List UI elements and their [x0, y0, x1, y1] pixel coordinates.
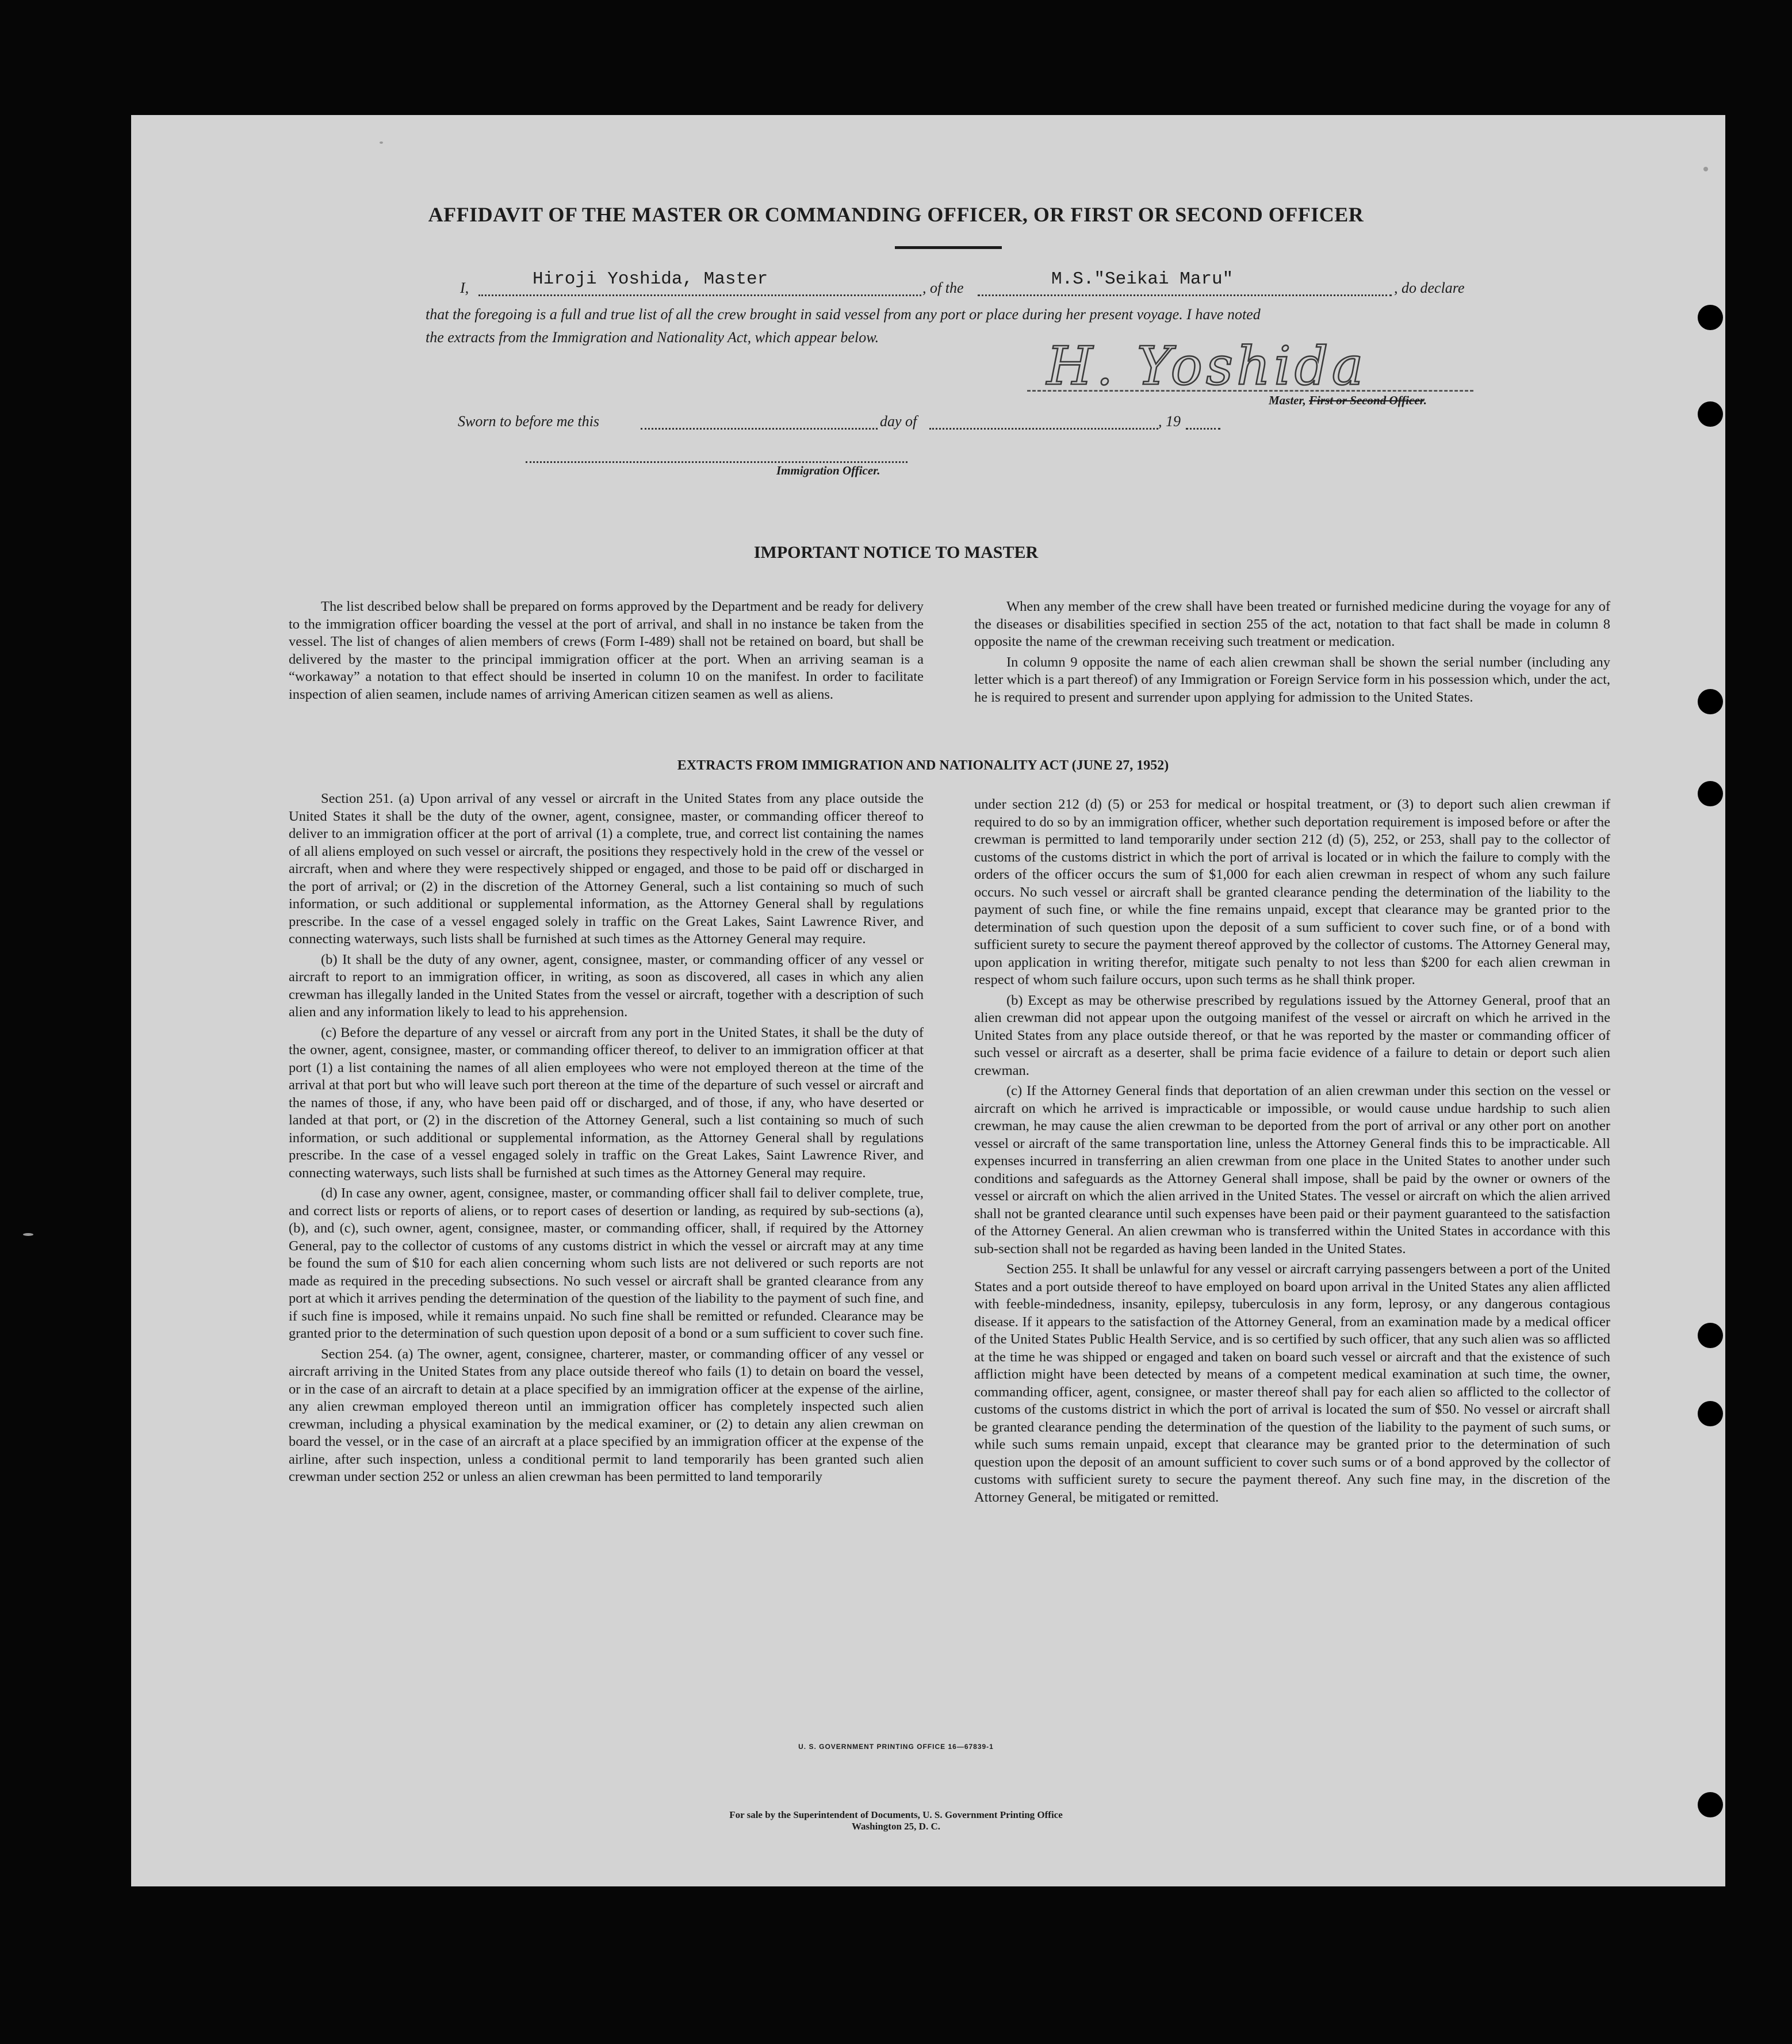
officer-label: Immigration Officer.: [776, 464, 880, 477]
printing-office-imprint: U. S. GOVERNMENT PRINTING OFFICE 16—67839-1: [798, 1743, 994, 1751]
label-do-declare: , do declare: [1394, 280, 1465, 296]
year-label: , 19: [1158, 413, 1181, 430]
affidavit-title: AFFIDAVIT OF THE MASTER OR COMMANDING OFFICER, OR FIRST OR SECOND OFFICER: [428, 203, 1364, 226]
signer-title: Master, First or Second Officer.: [1269, 393, 1427, 407]
sworn-label: Sworn to before me this: [458, 413, 600, 430]
scan-speck: [380, 141, 383, 144]
notice-title: IMPORTANT NOTICE TO MASTER: [753, 543, 1039, 562]
binder-hole: [1698, 1401, 1723, 1426]
extracts-right-column: [974, 796, 1610, 1509]
notice-paragraph: The list described below shall be prepared on forms approved by the Department and be ready for delivery to the immigration officer boarding the vessel at the port of arrival, and shall in no instance be taken from the vessel. The list of changes of alien members of crews (Form I-489) shall not be retained on board, but shall be delivered by the master to the principal immigration officer at the port. When an arriving seaman is a “workaway” a notation to that effect should be inserted in column 10 on the manifest. In order to facilitate inspection of alien seamen, include names of arriving American citizen seamen as well as aliens.: [289, 599, 924, 702]
declaration-line-1: that the foregoing is a full and true list of all the crew brought in said vessel from any port or place during her present voyage. I have noted: [426, 306, 1261, 323]
name-line: [478, 294, 921, 296]
extracts-title: EXTRACTS FROM IMMIGRATION AND NATIONALITY ACT (JUNE 27, 1952): [677, 758, 1169, 773]
binder-hole: [1698, 401, 1723, 427]
section-255: Section 255. It shall be unlawful for any vessel or aircraft carrying passengers between a port of the United States and a port outside thereof to have employed on board upon arrival in the United States any alien afflicted with feeble-mindedness, insanity, epilepsy, tuberculosis in any form, leprosy, or any dangerous contagious disease. If it appears to the satisfaction of the Attorney General, from an examination made by a medical officer of the United States Public Health Service, and is so certified by such officer, that any such alien was so afflicted at the time he was shipped or engaged and taken on board such vessel or aircraft and that the existence of such affliction might have been detected by means of a competent medical examination at such time, the owner, commanding officer, agent, consignee, or master thereof shall pay for each alien so afflicted to the collector of customs of the customs district in which the port of arrival is located the sum of $50. No vessel or aircraft shall be granted clearance pending the determination of the question of the liability to the payment of such sums, or while such sums remain unpaid, except that clearance may be granted prior to the determination of such question upon the deposit of an amount sufficient to cover such sums or of a bond approved by the collector of customs with sufficient surety to secure the payment thereof. Any such fine may, in the discretion of the Attorney General, be mitigated or remitted.: [974, 1261, 1610, 1505]
master-name-field: Hiroji Yoshida, Master: [533, 269, 768, 289]
section-251-c: (c) Before the departure of any vessel or aircraft from any port in the United States, it shall be the duty of the owner, agent, consignee, master, or commanding officer thereof, to deliver to an immigration officer at that port (1) a list containing the names of all alien employees who were not employed thereon at the time of the arrival at that port but who will leave such port thereon at the time of the departure of such vessel or aircraft and the names of those, if any, who have been paid off or discharged, and of those, if any, who have deserted or landed at that port, or (2) in the discretion of the Attorney General, such a list containing so much of such information, or such additional or supplemental information, as the Attorney General shall by regulations prescribe. In the case of a vessel engaged solely in traffic on the Great Lakes, Saint Lawrence River, and connecting waterways, such lists shall be furnished at such times as the Attorney General may require.: [289, 1024, 924, 1181]
svg-text:H. Yoshida: H. Yoshida: [1047, 335, 1367, 397]
signature-line: [1027, 390, 1473, 392]
sale-notice: [0, 1809, 1792, 1832]
day-label: day of: [880, 413, 917, 430]
binder-hole: [1698, 1323, 1723, 1348]
section-254-b: (b) Except as may be otherwise prescribed by regulations issued by the Attorney General, proof that an alien crewman did not appear upon the outgoing manifest of the vessel or aircraft on which he arrived in the United States from any place outside thereof, or that he was reported by the master or commanding officer of such vessel or aircraft as a deserter, shall be prima facie evidence of a failure to detain or deport such alien crewman.: [974, 992, 1610, 1078]
label-i: I,: [460, 280, 469, 296]
section-251-b: (b) It shall be the duty of any owner, agent, consignee, master, or commanding officer of any vessel or aircraft to report to an immigration officer, in writing, as soon as discovered, all cases in which any alien crewman has illegally landed in the United States from the vessel or aircraft, together with a description of such alien and any information likely to lead to his apprehension.: [289, 951, 924, 1020]
vessel-line: [978, 294, 1392, 296]
notice-paragraph: In column 9 opposite the name of each alien crewman shall be shown the serial number (including any letter which is a part thereof) of any Immigration or Foreign Service form in his possession which, under the act, he is required to present and surrender upon applying for admission to the United States.: [974, 654, 1610, 705]
declaration-line-2: the extracts from the Immigration and Nationality Act, which appear below.: [426, 329, 879, 346]
section-254-c: (c) If the Attorney General finds that deportation of an alien crewman under this section on the vessel or aircraft on which he arrived is impracticable or impossible, or would cause undue hardship to such alien crewman, he may cause the alien crewman to be deported from the port of arrival or any other port on another vessel or aircraft of the same transportation line, unless the Attorney General finds this to be impracticable. All expenses incurred in transferring an alien crewman from one place in the United States to another under such conditions and safeguards as the Attorney General shall impose, shall be paid by the owner or owners of the vessel or aircraft on which the alien arrived in the United States. The vessel or aircraft on which the alien arrived shall not be granted clearance until such expenses have been paid or their payment guaranteed to the satisfaction of the Attorney General. An alien crewman who is transferred within the United States in accordance with this sub-section shall not be regarded as having been landed in the United States.: [974, 1083, 1610, 1257]
section-251-d: (d) In case any owner, agent, consignee, master, or commanding officer shall fail to deliver complete, true, and correct lists or reports of aliens, or to report cases of desertion or landing, as required by sub-sections (a), (b), and (c), such owner, agent, consignee, master, or commanding officer, shall, if required by the Attorney General, pay to the collector of customs of any customs district in which the vessel or aircraft may at any time be found the sum of $10 for each alien concerning whom such lists are not delivered or such reports are not made as required in the preceding subsections. No such vessel or aircraft shall be granted clearance from any port at which it arrives pending the determination of the question of the liability to the payment of such fine, and if such fine is imposed, while it remains unpaid. No such fine shall be remitted or refunded. Clearance may be granted prior to the determination of such question upon deposit of a bond or a sum sufficient to cover such fine.: [289, 1185, 924, 1341]
notice-right-column: [974, 598, 1610, 709]
notice-left-column: [289, 598, 924, 706]
binder-hole: [1698, 781, 1723, 806]
officer-signature-line: [526, 461, 908, 463]
title-rule: [895, 246, 1002, 249]
label-of-the: , of the: [922, 280, 964, 296]
vessel-name-field: M.S."Seikai Maru": [1051, 269, 1234, 289]
binder-hole: [1698, 305, 1723, 330]
scan-speck: [23, 1233, 33, 1236]
master-signature: [1026, 329, 1429, 398]
section-251-a: Section 251. (a) Upon arrival of any vessel or aircraft in the United States from any place outside the United States it shall be the duty of the owner, agent, consignee, master, or commanding officer thereof to deliver to an immigration officer at the port of arrival (1) a complete, true, and correct list containing the names of all aliens employed on such vessel or aircraft, the positions they respectively hold in the crew of the vessel or aircraft, when and where they were respectively shipped or engaged, and those to be paid off or discharged in the port of arrival; or (2) in the discretion of the Attorney General, such a list containing so much of such information, or such additional or supplemental information, as the Attorney General shall by regulations prescribe. In the case of a vessel engaged solely in traffic on the Great Lakes, Saint Lawrence River, and connecting waterways, such lists shall be furnished at such times as the Attorney General may require.: [289, 791, 924, 947]
notice-paragraph: When any member of the crew shall have been treated or furnished medicine during the voyage for any of the diseases or disabilities specified in section 255 of the act, notation to that fact shall be made in column 8 opposite the name of the crewman receiving such treatment or medication.: [974, 599, 1610, 649]
sale-line-2: Washington 25, D. C.: [852, 1821, 940, 1832]
year-line: [1186, 428, 1220, 430]
binder-hole: [1698, 689, 1723, 714]
sworn-day-line: [641, 428, 878, 430]
section-254-a: Section 254. (a) The owner, agent, consignee, charterer, master, or commanding officer of any vessel or aircraft arriving in the United States from any place outside thereof who fails (1) to detain on board the vessel, or in the case of an aircraft to detain at a place specified by an immigration officer at the expense of the airline, any alien crewman employed thereon until an immigration officer has completely inspected such alien crewman, including a physical examination by the medical examiner, or (2) to detain any alien crewman on board the vessel, or in the case of an aircraft at a place specified by an immigration officer at the expense of the airline, after such inspection, unless a conditional permit to land temporarily has been granted such alien crewman under section 252 or unless an alien crewman has been permitted to land temporarily: [289, 1346, 924, 1484]
section-254-a-continued: under section 212 (d) (5) or 253 for medical or hospital treatment, or (3) to deport such alien crewman if required to do so by an immigration officer, whether such deportation requirement is imposed before or after the crewman is permitted to land temporarily under section 212 (d) (5), 252, or 253, shall pay to the collector of customs of the customs district in which the port of arrival is located or in which the failure to comply with the orders of the officer occurs the sum of $1,000 for each alien crewman in respect of whom any such failure occurs. No such vessel or aircraft shall be granted clearance pending the determination of the liability to the payment of such fine, or while the fine remains unpaid, except that clearance may be granted prior to the determination of such question upon the deposit of a sum sufficient to cover such fine, or of a bond with sufficient surety to secure the payment thereof approved by the collector of customs. The Attorney General may, upon application in writing therefor, mitigate such penalty to not less than $200 for each alien crewman in respect of whom such failure occurs, upon such terms as he shall think proper.: [974, 797, 1610, 987]
sale-line-1: For sale by the Superintendent of Documents, U. S. Government Printing Office: [729, 1809, 1063, 1820]
month-line: [929, 428, 1158, 430]
extracts-left-column: [289, 790, 924, 1489]
scan-speck: [1703, 167, 1708, 171]
